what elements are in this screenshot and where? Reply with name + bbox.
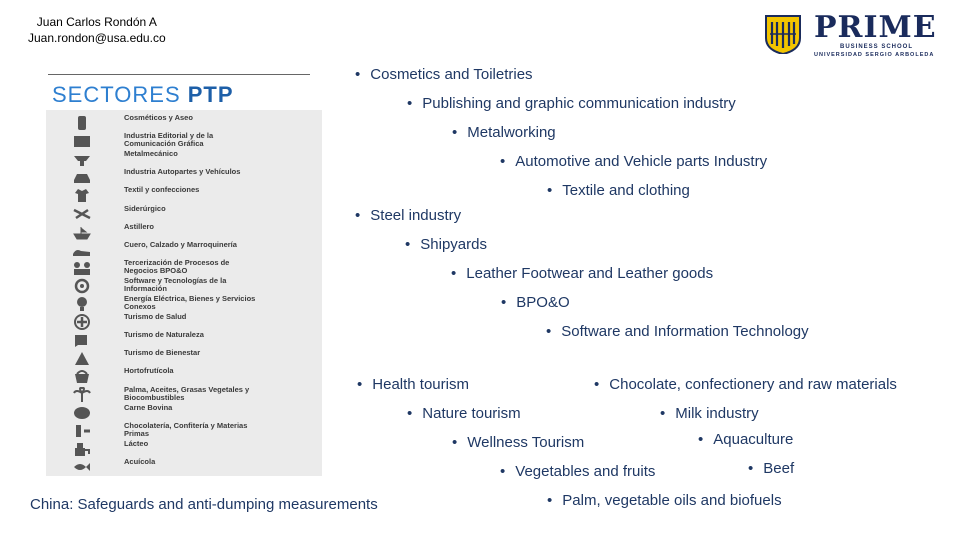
bullet-text: Automotive and Vehicle parts Industry [515, 153, 768, 170]
author-block [28, 14, 166, 46]
bullet-marker: • [594, 376, 600, 393]
bullet-marker: • [407, 405, 413, 422]
footer-note: China: Safeguards and anti-dumping measurements [30, 496, 378, 513]
ptp-sector-label: Hortofrutícola [124, 366, 174, 376]
sector-bullet [451, 265, 713, 282]
ptp-sector-label: Acuícola [124, 456, 156, 466]
ptp-sector-row [46, 367, 322, 385]
ptp-sector-label: Metalmecánico [124, 149, 178, 159]
ptp-sector-row [46, 458, 322, 476]
ptp-sector-label: Tercerización de Procesos de Negocios BPO&O [124, 257, 230, 275]
bullet-marker: • [355, 66, 361, 83]
candy-icon [72, 423, 92, 439]
bullet-marker: • [500, 153, 506, 170]
sector-bullet [405, 236, 487, 253]
bullet-marker: • [452, 124, 458, 141]
ptp-sector-row [46, 331, 322, 349]
bullet-text: Beef [763, 460, 795, 477]
sectores-ptp-image [46, 74, 320, 474]
ptp-sector-label: Chocolatería, Confitería y Materias Primas [124, 420, 248, 438]
author-email: Juan.rondon@usa.edu.co [28, 31, 166, 45]
ptp-sector-label: Industria Editorial y de la Comunicación Gráfica [124, 131, 214, 149]
sector-bullet [594, 376, 897, 393]
bullet-marker: • [405, 236, 411, 253]
bullet-marker: • [407, 95, 413, 112]
ptp-sector-row [46, 386, 322, 404]
bullet-text: Metalworking [467, 124, 556, 141]
ptp-sector-list [46, 110, 322, 476]
anvil-icon [72, 151, 92, 167]
ptp-sector-row [46, 132, 322, 150]
bullet-text: Nature tourism [422, 405, 521, 422]
milk-icon [72, 441, 92, 457]
health-icon [72, 314, 92, 330]
ship-icon [72, 224, 92, 240]
bullet-marker: • [547, 182, 553, 199]
ptp-sector-label: Energía Eléctrica, Bienes y Servicios Conexos [124, 294, 256, 311]
ptp-sector-label: Lácteo [124, 438, 149, 448]
bullet-text: Vegetables and fruits [515, 463, 656, 480]
shirt-icon [72, 187, 92, 203]
bullet-text: BPO&O [516, 294, 570, 311]
sector-bullet [547, 492, 782, 509]
sector-bullet [357, 376, 469, 393]
ptp-sector-label: Siderúrgico [124, 203, 166, 213]
sector-bullet [500, 463, 655, 480]
bullet-marker: • [748, 460, 754, 477]
tools-icon [72, 206, 92, 222]
bullet-text: Aquaculture [713, 431, 794, 448]
divider [48, 74, 310, 75]
sector-bullet [698, 431, 793, 448]
ptp-sector-label: Turismo de Salud [124, 312, 187, 322]
ptp-sector-label: Cuero, Calzado y Marroquinería [124, 239, 237, 249]
car-icon [72, 169, 92, 185]
bullet-text: Milk industry [675, 405, 759, 422]
ptp-sector-row [46, 277, 322, 295]
prime-logo [764, 12, 944, 58]
sector-bullet [500, 153, 767, 170]
ptp-title: SECTORES PTP [52, 82, 234, 107]
sector-bullet [501, 294, 570, 311]
crest-icon [764, 14, 802, 54]
sector-bullet [547, 182, 690, 199]
author-name: Juan Carlos Rondón A [36, 15, 157, 29]
ptp-sector-row [46, 241, 322, 259]
logo-university: UNIVERSIDAD SERGIO ARBOLEDA [814, 52, 935, 58]
bullet-marker: • [546, 323, 552, 340]
ptp-sector-row [46, 168, 322, 186]
ptp-sector-label: Astillero [124, 221, 155, 231]
bullet-marker: • [500, 463, 506, 480]
ptp-sector-row [46, 295, 322, 313]
bullet-marker: • [355, 207, 361, 224]
sector-bullet [355, 66, 533, 83]
bullet-marker: • [357, 376, 363, 393]
sector-bullet [407, 405, 521, 422]
ptp-sector-label: Cosméticos y Aseo [124, 113, 193, 122]
wellness-icon [72, 350, 92, 366]
ptp-sector-row [46, 114, 322, 132]
bullet-marker: • [698, 431, 704, 448]
ptp-sector-row [46, 150, 322, 168]
bullet-text: Shipyards [420, 236, 487, 253]
at-icon [72, 278, 92, 294]
ptp-sector-row [46, 422, 322, 440]
sector-bullet [452, 434, 584, 451]
bullet-text: Health tourism [372, 376, 469, 393]
bullet-marker: • [547, 492, 553, 509]
ptp-sector-row [46, 313, 322, 331]
ptp-sector-row [46, 186, 322, 204]
ptp-sector-row [46, 440, 322, 458]
bullet-marker: • [452, 434, 458, 451]
ptp-sector-label: Palma, Aceites, Grasas Vegetales y Biocombustibles [124, 384, 250, 402]
bullet-text: Software and Information Technology [561, 323, 809, 340]
palm-icon [72, 387, 92, 403]
bullet-text: Leather Footwear and Leather goods [466, 265, 714, 282]
ptp-sector-row [46, 205, 322, 223]
ptp-sector-label: Textil y confecciones [124, 185, 200, 195]
sector-bullet [407, 95, 736, 112]
cosmetics-icon [72, 115, 92, 131]
bullet-marker: • [451, 265, 457, 282]
sector-bullet [452, 124, 556, 141]
ptp-sector-row [46, 223, 322, 241]
printing-icon [72, 133, 92, 149]
bullet-text: Cosmetics and Toiletries [370, 66, 533, 83]
bullet-text: Steel industry [370, 207, 462, 224]
ptp-sector-label: Turismo de Naturaleza [124, 330, 204, 340]
bullet-marker: • [660, 405, 666, 422]
bullet-text: Textile and clothing [562, 182, 690, 199]
sector-bullet [660, 405, 759, 422]
ptp-sector-row [46, 349, 322, 367]
bullet-text: Publishing and graphic communication industry [422, 95, 736, 112]
people-icon [72, 260, 92, 276]
sector-bullet [546, 323, 809, 340]
logo-brand: PRIME [814, 10, 937, 45]
ptp-sector-label: Software y Tecnologías de la Información [124, 275, 227, 293]
basket-icon [72, 368, 92, 384]
bullet-text: Chocolate, confectionery and raw materials [609, 376, 897, 393]
ptp-sector-label: Turismo de Bienestar [124, 348, 201, 358]
bullet-text: Wellness Tourism [467, 434, 585, 451]
fish-icon [72, 459, 92, 475]
sector-bullet [748, 460, 794, 477]
bulb-icon [72, 296, 92, 312]
bullet-text: Palm, vegetable oils and biofuels [562, 492, 782, 509]
ptp-sector-row [46, 259, 322, 277]
ptp-sector-label: Carne Bovina [124, 402, 173, 412]
sector-bullet [355, 207, 461, 224]
logo-subtitle: BUSINESS SCHOOL [840, 44, 914, 50]
ptp-sector-row [46, 404, 322, 422]
ptp-sector-label: Industria Autopartes y Vehículos [124, 167, 241, 177]
shoe-icon [72, 242, 92, 258]
meat-icon [72, 405, 92, 421]
nature-icon [72, 332, 92, 348]
bullet-marker: • [501, 294, 507, 311]
